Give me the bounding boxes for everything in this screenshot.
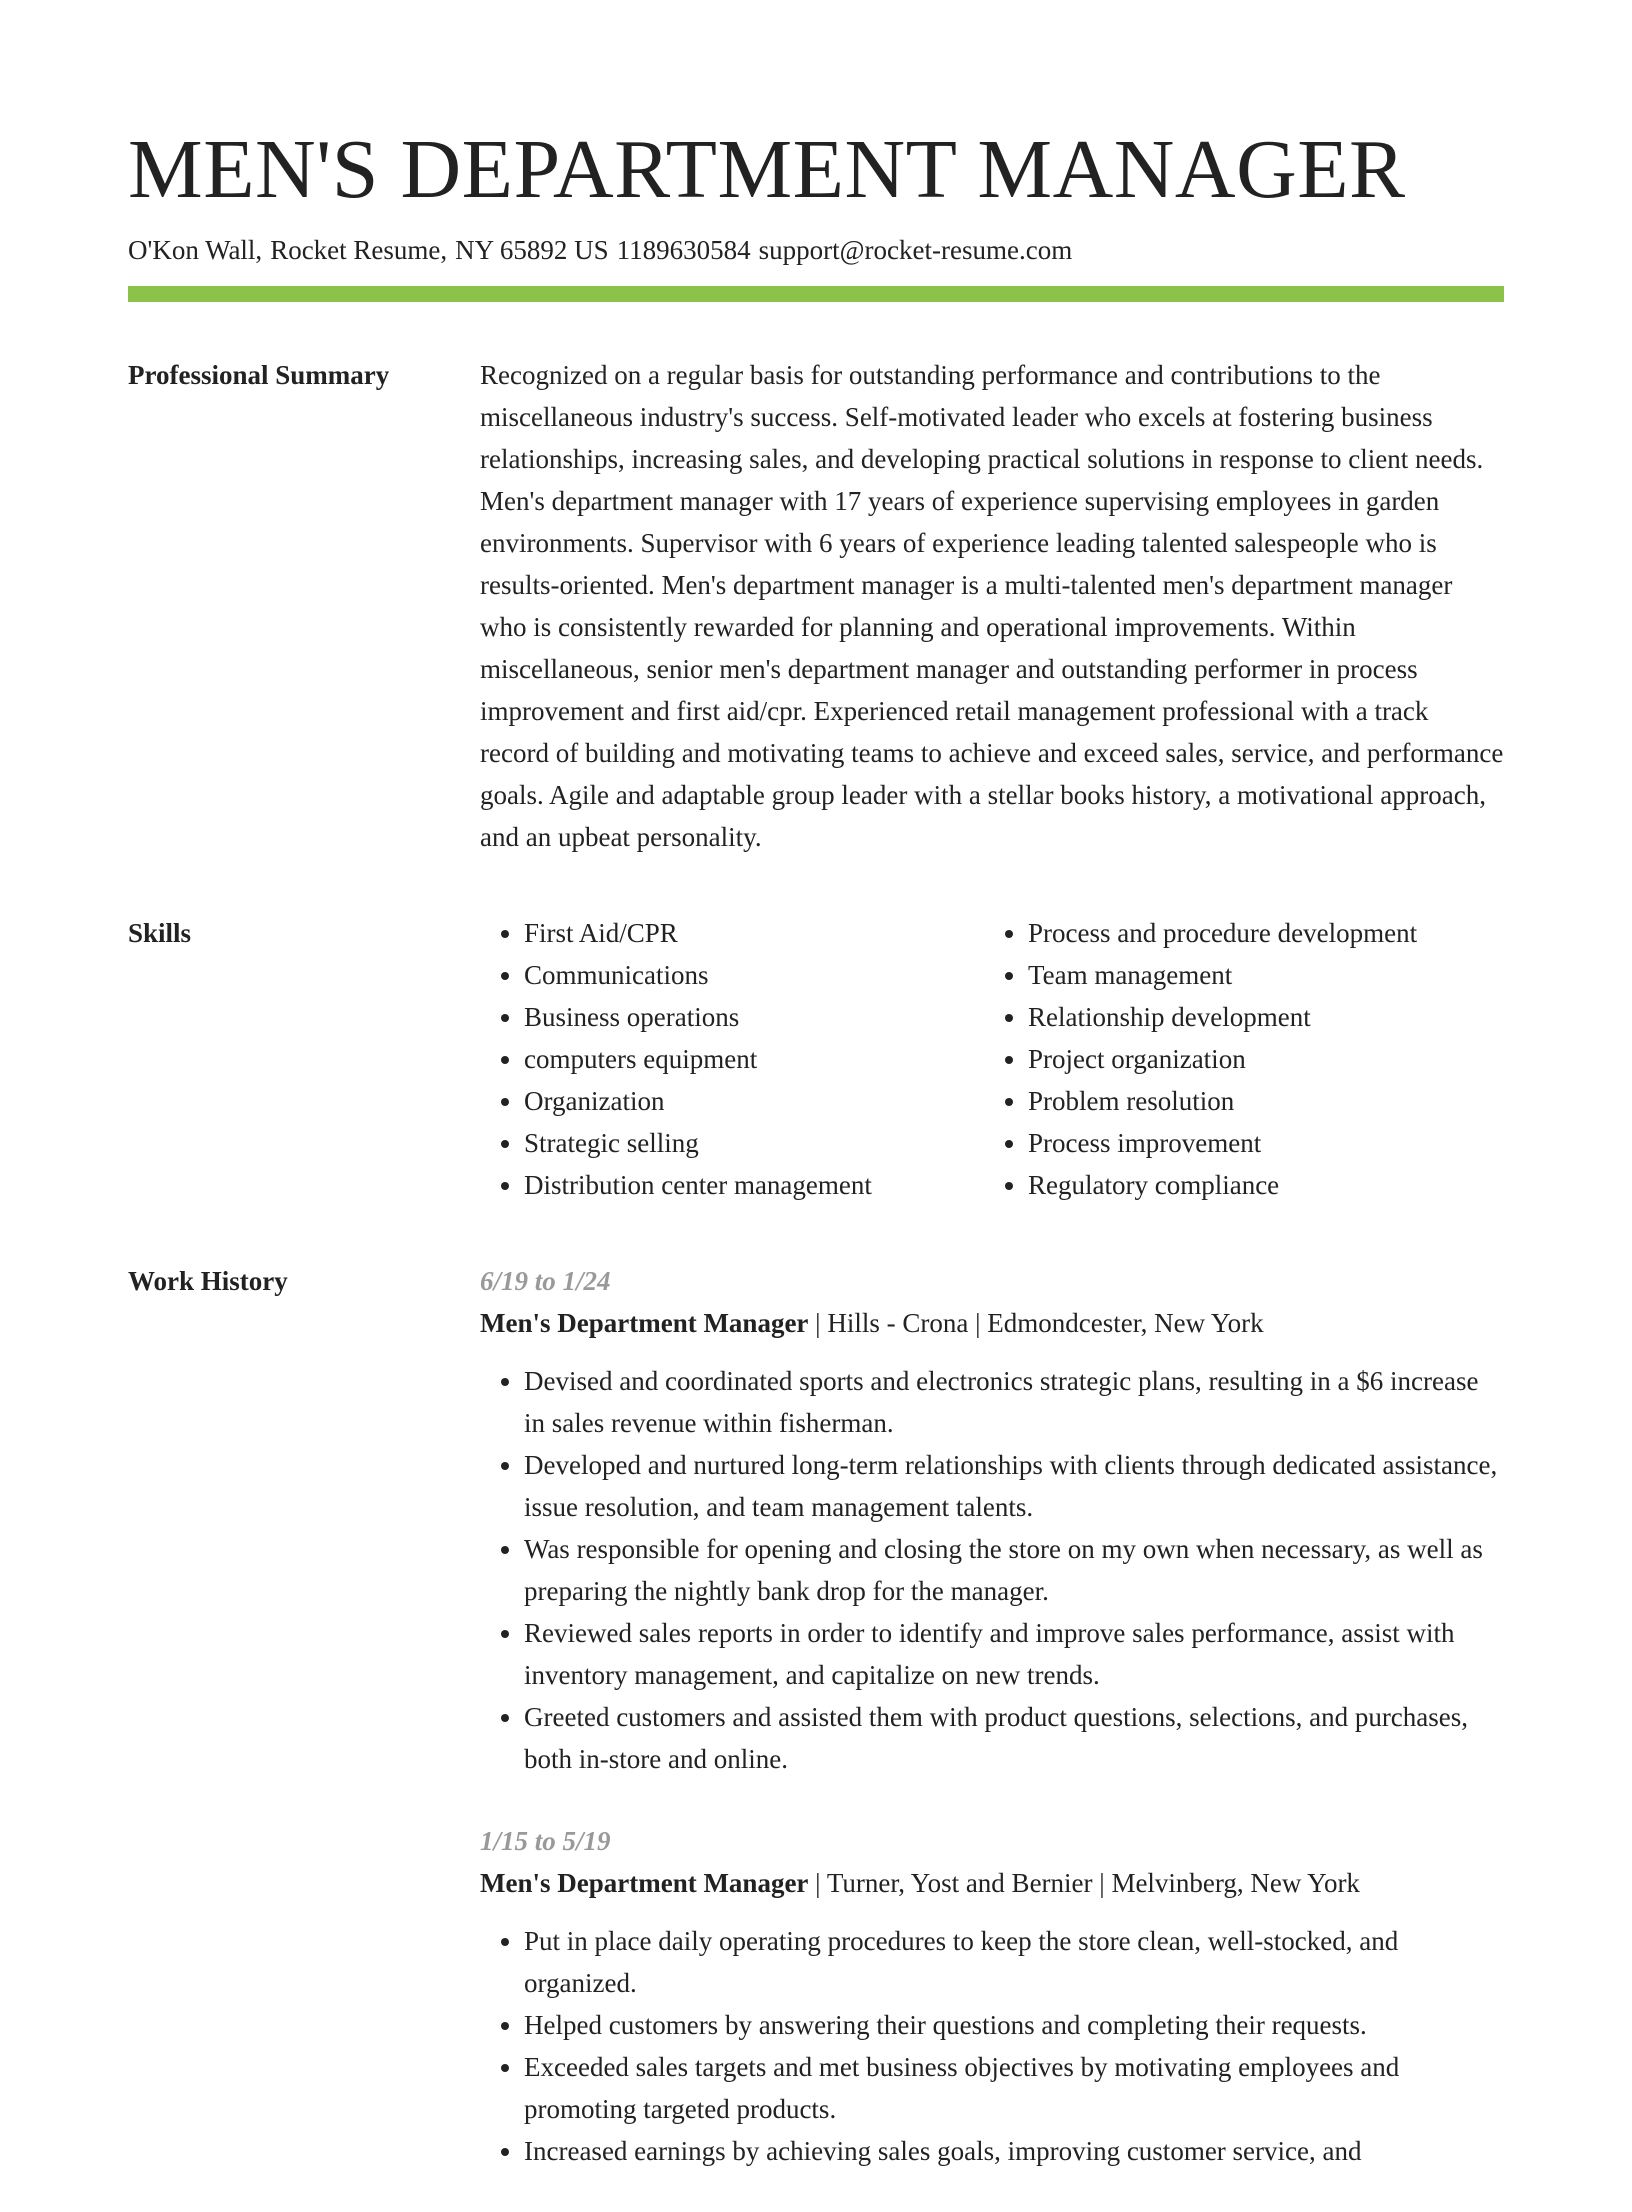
job-position: Men's Department Manager	[480, 1868, 809, 1898]
skill-item: • Process and procedure development	[1028, 912, 1504, 954]
skill-item: • Project organization	[1028, 1038, 1504, 1080]
skill-item: • Business operations	[524, 996, 984, 1038]
job-entry	[480, 1820, 1504, 2172]
work-history-list	[480, 1260, 1504, 2212]
work-section	[128, 1260, 1504, 2212]
skill-item: • Distribution center management	[524, 1164, 984, 1206]
summary-section	[128, 354, 1504, 858]
skill-item: • First Aid/CPR	[524, 912, 984, 954]
contact-phone: 1189630584	[616, 235, 751, 265]
skill-item: • Team management	[1028, 954, 1504, 996]
job-bullet: • Helped customers by answering their questions and completing their requests.	[524, 2004, 1504, 2046]
resume-page	[128, 120, 1504, 2212]
skill-item: • Problem resolution	[1028, 1080, 1504, 1122]
skill-item: • Strategic selling	[524, 1122, 984, 1164]
work-label: Work History	[128, 1266, 288, 1296]
job-bullet: • Was responsible for opening and closing the store on my own when necessary, as well as preparing the nightly bank drop for the manager.	[524, 1528, 1504, 1612]
job-location: Edmondcester, New York	[987, 1308, 1264, 1338]
job-bullet: • Exceeded sales targets and met business objectives by motivating employees and promoting targeted products.	[524, 2046, 1504, 2130]
skill-item: • Regulatory compliance	[1028, 1164, 1504, 1206]
contact-location: NY 65892 US	[455, 235, 609, 265]
job-bullet: • Increased earnings by achieving sales goals, improving customer service, and	[524, 2130, 1504, 2172]
job-employer: Hills - Crona	[827, 1308, 969, 1338]
summary-label: Professional Summary	[128, 360, 390, 390]
skills-column-1	[480, 912, 984, 1206]
job-bullets	[480, 1920, 1504, 2172]
job-employer: Turner, Yost and Bernier	[826, 1868, 1093, 1898]
skill-item: • Relationship development	[1028, 996, 1504, 1038]
skill-item: • Organization	[524, 1080, 984, 1122]
skill-item: • Process improvement	[1028, 1122, 1504, 1164]
job-bullet: • Put in place daily operating procedures to keep the store clean, well-stocked, and organized.	[524, 1920, 1504, 2004]
job-bullet: • Reviewed sales reports in order to identify and improve sales performance, assist with inventory management, and capitalize on new trends.	[524, 1612, 1504, 1696]
summary-text: Recognized on a regular basis for outstanding performance and contributions to the miscellaneous industry's success. Self-motivated leader who excels at fostering business relationships, increasing sales, and developing practical solutions in response to client needs. Men's department manager with 17 years of experience supervising employees in garden environments. Supervisor with 6 years of experience leading talented salespeople who is results-oriented. Men's department manager is a multi-talented men's department manager who is consistently rewarded for planning and operational improvements. Within miscellaneous, senior men's department manager and outstanding performer in process improvement and first aid/cpr. Experienced retail management professional with a track record of building and motivating teams to achieve and exceed sales, service, and performance goals. Agile and adaptable group leader with a stellar books history, a motivational approach, and an upbeat personality.	[480, 360, 1504, 852]
resume-title: MEN'S DEPARTMENT MANAGER	[128, 123, 1406, 216]
skill-item: • Communications	[524, 954, 984, 996]
job-bullet: • Developed and nurtured long-term relationships with clients through dedicated assistance, issue resolution, and team management talents.	[524, 1444, 1504, 1528]
skills-column-2	[984, 912, 1504, 1206]
skill-item: • computers equipment	[524, 1038, 984, 1080]
contact-company: Rocket Resume,	[270, 235, 448, 265]
job-bullet: • Greeted customers and assisted them with product questions, selections, and purchases, both in-store and online.	[524, 1696, 1504, 1780]
job-entry	[480, 1260, 1504, 1780]
skills-section	[128, 912, 1504, 1206]
job-date: 6/19 to 1/24	[480, 1266, 611, 1296]
contact-name: O'Kon Wall,	[128, 235, 263, 265]
job-location: Melvinberg, New York	[1111, 1868, 1360, 1898]
job-date: 1/15 to 5/19	[480, 1826, 611, 1856]
contact-email: support@rocket-resume.com	[758, 235, 1073, 265]
job-bullet: • Devised and coordinated sports and electronics strategic plans, resulting in a $6 increase in sales revenue within fisherman.	[524, 1360, 1504, 1444]
job-bullets	[480, 1360, 1504, 1780]
contact-line	[128, 232, 1504, 268]
job-heading: Men's Department Manager | Hills - Crona | Edmondcester, New York	[480, 1308, 1264, 1338]
job-position: Men's Department Manager	[480, 1308, 809, 1338]
skills-label: Skills	[128, 918, 192, 948]
job-heading: Men's Department Manager | Turner, Yost and Bernier | Melvinberg, New York	[480, 1868, 1360, 1898]
accent-rule	[128, 286, 1504, 302]
